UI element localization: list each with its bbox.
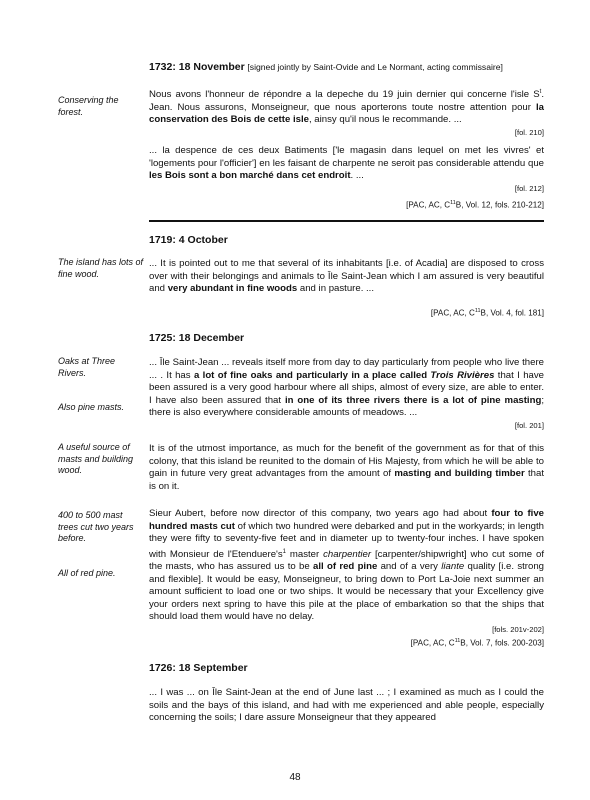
entry-date: 1726: 18 September — [149, 662, 248, 674]
section-divider — [149, 220, 544, 222]
folio-reference: [fol. 201] — [514, 420, 544, 430]
paragraph: Nous avons l'honneur de répondre a la depeche du 19 juin dernier qui concerne l'isle $S^t$. Jean. Nous assurons, Monseigneur, que nous aporterons toute nostre attention pour la conservation des Bois de cette isle, ainsy qu'il nous le recommande. ... [fol. 210] — [149, 89, 544, 137]
entry-header — [149, 61, 544, 74]
margin-note: Conserving the forest. — [58, 95, 119, 117]
paragraph: ... I was ... on Île Saint-Jean at the end of June last ... ; I examined as much as I could the soils and the bays of this island, and had with me experienced and able people, especially concerning the soils; I dare assure Monseigneur that they appeared — [149, 687, 544, 723]
paragraph: It is of the utmost importance, as much for the benefit of the government as for that of this colony, that this island be reunited to the domain of His Majesty, from which he will be able to gain in future very great advantages from the amount of masting and building timber that is on it. — [149, 443, 544, 492]
source-citation: [PAC, AC, $C^{11}B$, Vol. 7, fols. 200-203] — [410, 638, 544, 648]
margin-note: Oaks at Three Rivers. — [58, 356, 116, 378]
source-citation: [PAC, AC, $C^{11}B$, Vol. 4, fol. 181] — [430, 308, 544, 318]
margin-note: The island has lots of fine wood. — [58, 257, 144, 279]
paragraph: ... Île Saint-Jean ... reveals itself more from day to day particularly from people who live there ... . It has a lot of fine oaks and particularly in a place called Trois Rivières that I have been assured is a very good harbour where all ships, almost of every size, are able to enter. I have also been assured that in one of its three rivers there is a lot of pine masting; there is also everywhere considerable amounts of meadows. ... [fol. 201] — [149, 357, 545, 430]
folio-reference: [fol. 212] — [514, 183, 544, 193]
margin-note: All of red pine. — [58, 568, 116, 578]
margin-note: 400 to 500 mast trees cut two years before. — [58, 510, 134, 543]
entry-date: 1732: 18 November — [149, 61, 245, 73]
page-number: 48 — [289, 772, 301, 783]
paragraph: Sieur Aubert, before now director of this company, two years ago had about four to five hundred masts cut of which two hundred were debarked and put in the workyards; in length they were fifty to seventy-five feet and in diameter up to twenty-four inches. I have spoken with Monsieur de $l'Etenduere's^1$ master charpentier [carpenter/shipwright] who cut some of the masts, who has assured us to be all of red pine and of a very liante quality [i.e. strong and flexible]. It would be easy, Monseigneur, to bring down to Port La-Joie next summer an amount sufficient to load one or two ships. It would be necessary that your Excellency give your orders next spring to have this pile at the place of embarkation so that the ships that should load them would have no delay. [fols. 201v-202] — [149, 508, 544, 634]
folio-reference: [fol. 210] — [514, 127, 544, 137]
folio-reference: [fols. 201v-202] — [492, 624, 544, 634]
entry-signature: [signed jointly by Saint-Ovide and Le Normant, acting commissaire] — [247, 62, 503, 72]
entry-header — [149, 332, 544, 345]
paragraph: ... la despence de ces deux Batiments ['le magasin dans lequel on met les vivres' et 'logements pour l'officier'] en les faisant de charpente ne seroit pas considerable attendu que les Bois sont a bon marché dans cet endroit. ... [fol. 212] — [149, 145, 544, 193]
paragraph: ... It is pointed out to me that several of its inhabitants [i.e. of Acadia] are disposed to cross over with their belongings and animals to Île Saint-Jean which I am assured is very beautiful and very abundant in fine woods and in pasture. ... — [149, 258, 544, 294]
margin-note: A useful source of masts and building wood. — [58, 442, 134, 475]
margin-note: Also pine masts. — [58, 402, 125, 412]
source-citation: [PAC, AC, $C^{11}B$, Vol. 12, fols. 210-212] — [406, 200, 544, 210]
entry-header — [149, 662, 544, 675]
entry-header — [149, 234, 544, 247]
entry-date: 1719: 4 October — [149, 234, 228, 246]
entry-date: 1725: 18 December — [149, 332, 245, 344]
